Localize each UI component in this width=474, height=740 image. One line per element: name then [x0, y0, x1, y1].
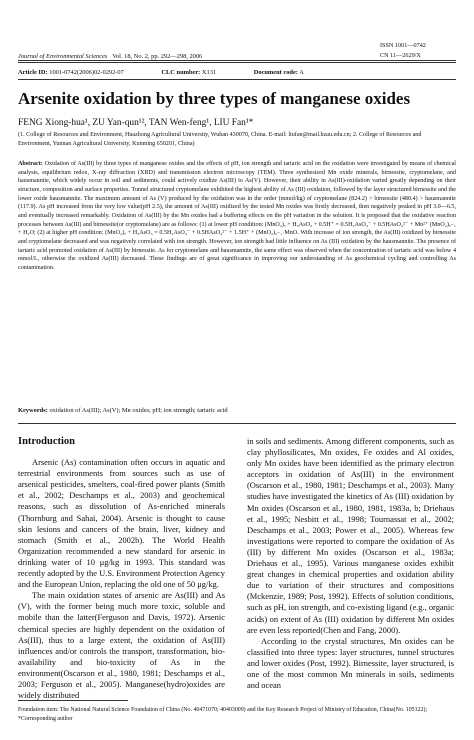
header-rule [18, 60, 456, 61]
abstract-text: Oxidation of As(III) by three types of manganese oxides and the effects of pH, ion strength and tartaric acid on the oxidation were investigated by means of chemical analysis, equilibrium redox, X-ray diffraction (XRD) and transmission electron microscopy (TEM). Three synthesized Mn oxide minerals, birnessite, cryptomelane, and hausmannite, which widely occur in soil and sediments, could actively oxidize As(III) to As(V). However, their ability in As(III)-oxidation varied greatly depending on their structure, composition and surface properties. Tunnel structured cryptomelane exhibited the highest ability of As (III) oxidation, followed by the layer structured birnessite and the lower oxide hausmannite. The maximum amount of As (V) produced by the oxidation was in the order (mmol/kg) of cryptomelane (824.2) > birnessite (480.4) > hausmannite (117.9). As pH increased from the very low value(pH 2.5), the amount of As(III) oxidized by the tested Mn oxides was firstly decreased, then negatively peaked in pH 3.0—6.5, and eventually increased remarkably. Oxidation of As(III) by the Mn oxides had a buffering effects on the pH variation in the solution. It is proposed that the oxidative reaction processes between As(III) and birnessite(or cryptomelane) are as follows: (1) at lower pH condition: (MnO₂)ₓ + H₃AsO₃ + 0.5H⁺ = 0.5H₂AsO₄⁻ + 0.5HAsO₄²⁻ + Mn²⁺ (MnO₂)ₓ₋₁ + H₂O; (2) at higher pH condition: (MnO₂)ₓ + H₃AsO₃ = 0.5H₂AsO₄⁻ + 0.5HAsO₄²⁻ + 1.5H⁺ + (MnO₂)ₓ₋₁·MnO. With increase of ion strength, the As(III) oxidized by birnessite and cryptomelane decreased and was negatively correlated with ion strength. However, ion strength had little influence on As (III) oxidation by the hausmannite. The presence of tartaric acid promoted oxidation of As(III) by birnessite. As for cryptomelane and hausmannite, the same effect was observed when the concentration of tartaric acid was below 4 mmol/L, otherwise the oxidized As(III) decreased. These findings are of great significance in improving our understanding of As geochemical cycling and controlling As contamination. [18, 161, 457, 271]
doc-code: A [299, 69, 304, 76]
left-column [18, 436, 225, 701]
paper-title: Arsenite oxidation by three types of manganese oxides [18, 89, 411, 108]
abstract-label: Abstract: [18, 161, 43, 167]
clc-number: X131 [201, 69, 217, 76]
body-paragraph: The main oxidation states of arsenic are As(III) and As (V), with the former being much more toxic, soluble and mobile than the latter(Ferguson and Davis, 1972). Arsenic chemical species are highly dependent on the oxidation of As(III), thus to a large extent, the oxidation of As(III) influences and/or controls the transport, transformation, bio-availability and bio-toxicity of As in the environment(Oscarson et al., 1980, 1981; Deschamps et al., 2003; Ferguson et al., 2005). Manganese(hydro)oxides are widely distributed [18, 590, 225, 701]
body-paragraph: in soils and sediments. Among different components, such as clay phyllosilicates, Mn oxides, Fe oxides and Al oxides, only Mn oxides have been identified as the primary electron acceptors in oxidation of As(III) in the environment (Oscarson et al., 1980, 1981; Deschamps et al., 2003). Many studies have investigated the kinetics of As (III) oxidation by Mn oxides (Oscarson et al., 1980, 1981, 1983a, b; Driehaus et al., 1995; Nesbitt et al., 1998; Tournassat et al., 2002; Deschamps et al., 2003; Power et al., 2005). Whereas few investigations were reported to compare the oxidation of As (III) by different Mn oxides (Oscarson et al., 1983a; Driehaus et al., 1995). Various manganese oxides exhibit great changes in chemical properties and oxidation ability due to variation of their structures and compositions (Mckenzie, 1989; Post, 1992). Effects of solution conditions, such as pH, ion strength, and co-existing ligand (e.g., organic acids) on extent of As (III) oxidation by different Mn oxides are even less reported(Chen and Fang, 2000). [247, 436, 454, 635]
article-info [18, 69, 304, 76]
keywords-text: oxidation of As(III); As(V); Mn oxides; pH; ion strength; tartaric acid [49, 407, 228, 414]
article-id-label: Article ID: [18, 69, 48, 76]
article-id: 1001-0742(2006)02-0292-07 [49, 69, 124, 76]
cn-number: CN 11—2629/X [380, 52, 421, 59]
authors: FENG Xiong-hua¹, ZU Yan-qun¹², TAN Wen-feng¹, LIU Fan¹* [18, 118, 254, 128]
journal-name: Journal of Environmental Sciences [18, 53, 108, 60]
body-paragraph: According to the crystal structures, Mn oxides can be classified into three types: layer structures, tunnel structures and lower oxides (Post, 1992). Birnessite, layer structured, is one of the most common Mn minerals in soils, sediments and ocean [247, 635, 454, 691]
volume-info: Vol. 18, No. 2, pp. 292—298, 2006 [112, 53, 203, 60]
right-column [247, 436, 454, 691]
footnote-rule [18, 700, 128, 701]
abstract [18, 160, 456, 273]
keywords [18, 407, 456, 414]
clc-label: CLC number: [161, 69, 201, 76]
doc-code-label: Document code: [253, 69, 298, 76]
keywords-label: Keywords: [18, 407, 48, 414]
body-paragraph: Arsenic (As) contamination often occurs in aquatic and terrestrial environments from sources such as use of arsenical pesticides, smelters, coal-fired power plants (Smith et al., 2002; Deschamps et al., 2003) and geochemical reasons, such as dissolution of As-enriched minerals (Thornburg and Sahai, 2004). Arsenic is thought to cause skin lesions and cancers of the brain, liver, kidney and stomach (Smith et al., 2002b). The World Health Organization recommended a new standard for arsenic in drinking water of 10 μg/kg in 1993. This standard was recently adopted by the U.S. Environment Protection Agency and the European Union, replacing the old one of 50 μg/kg. [18, 457, 225, 590]
section-heading-introduction: Introduction [18, 436, 75, 447]
issn: ISSN 1001—0742 [380, 42, 426, 49]
article-info-rule [18, 79, 456, 80]
footnote: Foundation item: The National Natural Science Foundation of China (No. 40471070; 40403009) and the Key Research Project of Ministry of Education, China(No. 105122); *Corresponding author [18, 707, 428, 722]
affiliations: (1. College of Resources and Environment, Huazhong Agricultural University, Wuhan 430070, China. E-mail: liufan@mail.hzau.edu.cn; 2. College of Resources and Environment, Yunnan Agricultural University, Kunming 650201, China) [18, 132, 422, 148]
abstract-rule [18, 423, 456, 424]
journal-line [18, 53, 202, 60]
header-rule-thin [18, 62, 456, 63]
